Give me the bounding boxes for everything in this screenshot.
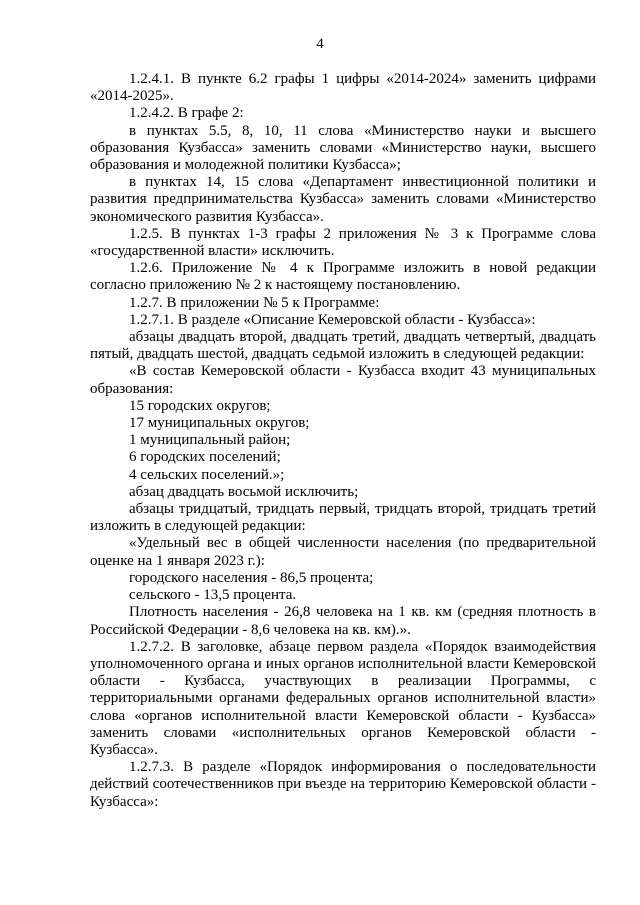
list-item: 1 муниципальный район; <box>129 432 291 449</box>
list-item: городского населения - 86,5 процента; <box>129 569 374 586</box>
document-body <box>90 71 596 811</box>
paragraph: 1.2.7.1. В разделе «Описание Кемеровской области - Кузбасса»: <box>129 311 536 328</box>
list-item: 6 городских поселений; <box>129 449 281 466</box>
paragraph: 1.2.5. В пунктах 1-3 графы 2 приложения № 3 к Программе слова «государственной власти» исключить. <box>90 225 596 260</box>
list-item: 15 городских округов; <box>129 397 271 414</box>
paragraph: 1.2.6. Приложение № 4 к Программе изложить в новой редакции согласно приложению № 2 к настоящему постановлению. <box>90 260 596 294</box>
paragraph: в пунктах 5.5, 8, 10, 11 слова «Министерство науки и высшего образования Кузбасса» заменить словами «Министерство науки, высшего образования и молодежной политики Кузбасса»; <box>90 122 596 174</box>
paragraph: Плотность населения - 26,8 человека на 1 кв. км (средняя плотность в Российской Федерации - 8,6 человека на кв. км).». <box>90 604 596 638</box>
paragraph: в пунктах 14, 15 слова «Департамент инвестиционной политики и развития предпринимательства Кузбасса» заменить словами «Министерство экономического развития Кузбасса». <box>90 174 596 225</box>
paragraph: абзацы двадцать второй, двадцать третий, двадцать четвертый, двадцать пятый, двадцать шестой, двадцать седьмой изложить в следующей редакции: <box>90 329 596 363</box>
paragraph: 1.2.4.2. В графе 2: <box>129 105 244 122</box>
paragraph: 1.2.4.1. В пункте 6.2 графы 1 цифры «2014-2024» заменить цифрами «2014-2025». <box>90 71 596 105</box>
paragraph: 1.2.7.2. В заголовке, абзаце первом раздела «Порядок взаимодействия уполномоченного органа и иных органов исполнительной власти Кемеровской области - Кузбасса, участвующих в реализации Программы, с территориальными органами федеральных органов исполнительной власти» слова «органов исполнительной власти Кемеровской области - Кузбасса» заменить словами «исполнительных органов Кемеровской области - Кузбасса». <box>90 638 596 758</box>
list-item: сельского - 13,5 процента. <box>129 587 297 604</box>
paragraph: абзацы тридцатый, тридцать первый, тридцать второй, тридцать третий изложить в следующей редакции: <box>90 501 596 535</box>
list-item: 4 сельских поселений.»; <box>129 466 285 483</box>
paragraph: «В состав Кемеровской области - Кузбасса входит 43 муниципальных образования: <box>90 363 596 397</box>
page-number: 4 <box>316 36 324 52</box>
list-item: абзац двадцать восьмой исключить; <box>129 483 359 500</box>
list-item: 17 муниципальных округов; <box>129 415 310 432</box>
paragraph: 1.2.7. В приложении № 5 к Программе: <box>129 294 380 311</box>
paragraph: «Удельный вес в общей численности населения (по предварительной оценке на 1 января 2023 г.): <box>90 535 596 569</box>
paragraph: 1.2.7.3. В разделе «Порядок информирования о последовательности действий соотечественников при въезде на территорию Кемеровской области - Кузбасса»: <box>90 759 596 810</box>
